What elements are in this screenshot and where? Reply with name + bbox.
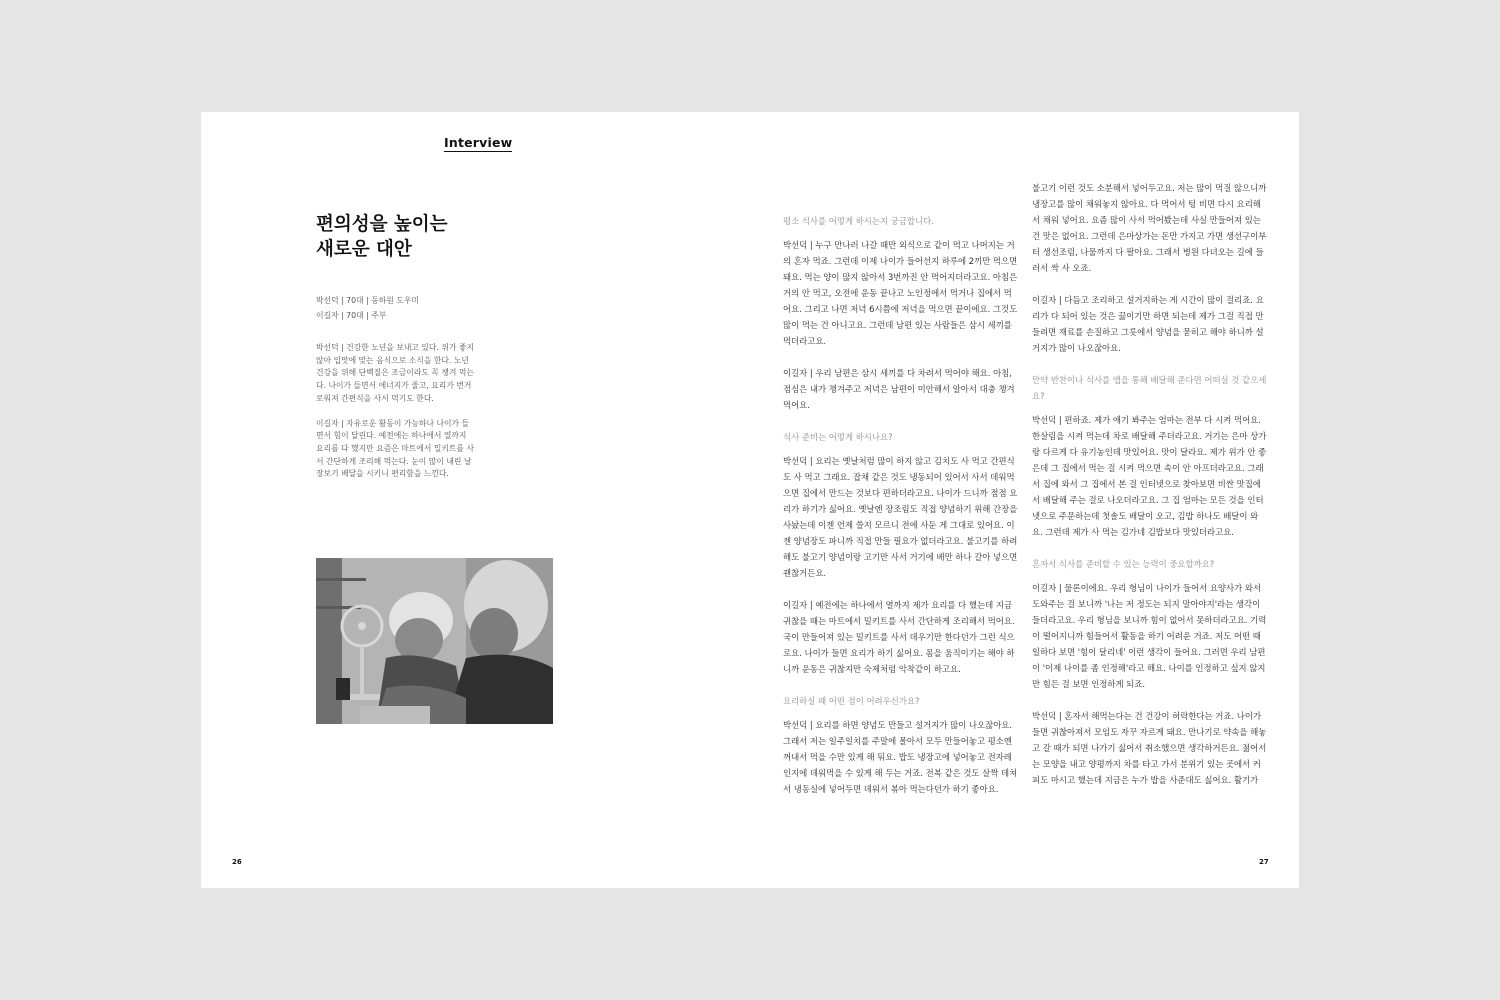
title-line: 편의성을 높이는 — [316, 214, 448, 235]
answer: 박선덕 | 요리는 옛날처럼 많이 하지 않고 김치도 사 먹고 간편식도 사 먹고 그래요. 잡채 같은 것도 냉동되어 있어서 사서 데워먹으면 집에서 만드는 것보다 편하더라고요. 나이가 드니까 점점 요리가 하기가 싫어요. 옛날엔 장조림도 직접 양념하기 위해 간장을 사놨는데 이젠 언제 쓸지 모르니 전에 사둔 게 그대로 있어요. 이젠 양념장도 파니까 직접 만들 필요가 없더라고요. 불고기를 하려 해도 불고기 양념이랑 고기만 사서 거기에 배만 하나 갈아 넣으면 괜찮거든요. — [783, 456, 1018, 578]
title-line: 새로운 대안 — [316, 239, 412, 260]
interviewee: 이길자 | 70대 | 주부 — [316, 311, 387, 320]
answer: 박선덕 | 요리를 하면 양념도 만들고 설거지가 많이 나오잖아요. 그래서 저는 일주일치를 주말에 몰아서 모두 만들어놓고 평소엔 꺼내서 먹을 수만 있게 해 둬요. 밥도 냉장고에 넣어놓고 전자레인지에 데워먹을 수 있게 해 두는 거죠. 전복 같은 것도 살짝 데쳐서 냉동실에 넣어두면 데워서 볶아 먹는다던가 하기 좋아요. — [783, 720, 1018, 794]
answer: 박선덕 | 혼자서 해먹는다는 건 건강이 허락한다는 거죠. 나이가 들면 귀찮아져서 모임도 자꾸 자르게 돼요. 만나기로 약속을 해놓고 갈 때가 되면 나가기 싫어서 취소했으면 생각하거든요. 젊어서는 모양을 내고 양평까지 차를 타고 가서 분위기 있는 곳에서 커피도 마시고 했는데 지금은 누가 밥을 사준대도 싫어요. 활기가 — [1032, 711, 1267, 785]
answer: 불고기 이런 것도 소분해서 넣어두고요. 저는 많이 먹질 않으니까 냉장고를 많이 채워놓지 않아요. 다 먹어서 텅 비면 다시 요리해서 채워 넣어요. 요즘 많이 사서 먹어봤는데 사실 만들어져 있는 건 맛은 없어요. 그런데 은마상가는 돈만 가지고 가면 생선구이부터 생선조림, 나물까지 다 팔아요. 그래서 병원 다녀오는 길에 들러서 싹 사 오죠. — [1032, 183, 1267, 273]
answer: 박선덕 | 편하죠. 제가 애기 봐주는 엄마는 전부 다 시켜 먹어요. 한살림을 시켜 먹는데 차로 배달해 주더라고요. 거기는 은마 상가랑 다르게 다 유기농인데 맛있어요. 맛이 달라요. 제가 위가 안 좋은데 그 집에서 먹는 걸 시켜 먹으면 속이 안 아프더라고요. 그래서 집에 와서 그 집에서 본 걸 인터넷으로 찾아보면 비싼 맛집에서 배달해 주는 걸로 나오더라고요. 그 집 엄마는 모든 것을 인터넷으로 주문하는데 첫솔도 배달이 오고, 김밥 하나도 배달이 와요. 그런데 제가 사 먹는 김가네 김밥보다 맛있더라고요. — [1032, 415, 1267, 537]
question: 평소 식사를 어떻게 하시는지 궁금합니다. — [783, 216, 934, 226]
question: 만약 반찬이나 식사를 앱을 통해 배달해 준다면 어떠실 것 같으세요? — [1032, 375, 1267, 401]
intro-text — [316, 342, 476, 493]
intro-paragraph: 박선덕 | 건강한 노년을 보내고 있다. 위가 좋지 않아 입맛에 맞는 음식으로 소식을 한다. 노년 건강을 위해 단백질은 조금이라도 꼭 챙겨 먹는다. 나이가 들면서 에너지가 줄고, 요리가 번거로워져 간편식을 사서 먹기도 한다. — [316, 343, 475, 403]
interview-column-2 — [1032, 180, 1268, 804]
question: 혼자서 식사를 준비할 수 있는 능력이 중요할까요? — [1032, 559, 1215, 569]
interviewee: 박선덕 | 70대 | 동하원 도우미 — [316, 296, 419, 305]
answer: 박선덕 | 누구 만나러 나갈 때만 외식으로 같이 먹고 나머지는 거의 혼자 먹죠. 그런데 이제 나이가 들어선지 하루에 2끼만 먹으면 돼요. 먹는 양이 많지 않아서 3번까진 안 먹어지더라고요. 아침은 거의 안 먹고, 오전에 운동 끝나고 노인정에서 먹거나 집에서 먹어요. 그리고 나면 저녁 6시쯤에 저녁을 먹으면 끝이에요. 그것도 많이 먹는 건 아니고요. 그런데 남편 있는 사람들은 삼시 세끼를 먹더라고요. — [783, 240, 1018, 346]
interview-photo — [316, 558, 553, 724]
answer: 이길자 | 물론이에요. 우리 형님이 나이가 들어서 요양사가 와서 도와주는 걸 보니까 '나는 저 정도는 되지 말아야지'라는 생각이 들더라고요. 우리 형님을 보니까 힘이 없어서 못하더라고요. 기력이 떨어지니까 힘들어서 활동을 하기 어려운 거죠. 저도 어떤 때 일하다 보면 '힘이 달리네' 이런 생각이 들어요. 그러면 우리 남편이 '이제 나이를 좀 인정해'라고 해요. 나이를 인정하고 싶지 않지만 힘든 걸 보면 인정하게 되죠. — [1032, 583, 1267, 689]
question: 요리하실 때 어떤 점이 어려우신가요? — [783, 696, 920, 706]
magazine-spread — [201, 112, 1299, 888]
answer: 이길자 | 우리 남편은 삼시 세끼를 다 차려서 먹어야 해요. 아침, 점심은 내가 챙겨주고 저녁은 남편이 미안해서 알아서 대충 챙겨 먹어요. — [783, 368, 1015, 410]
article-title — [316, 212, 616, 262]
page-number-right: 27 — [1259, 858, 1269, 866]
interview-column-1 — [783, 213, 1019, 813]
answer: 이길자 | 예전에는 하나에서 열까지 제가 요리를 다 했는데 지금 귀찮을 때는 마트에서 밀키트를 사서 간단하게 조리해서 먹어요. 국이 만들어져 있는 밀키트를 사서 데우기만 한다던가 그런 식으로요. 나이가 들면 요리가 하기 싫어요. 몸을 움직이기는 해야 하니까 운동은 귀찮지만 숙제처럼 악착같이 하고요. — [783, 600, 1015, 674]
section-label: Interview — [444, 135, 513, 150]
answer: 이길자 | 다듬고 조리하고 설거지하는 게 시간이 많이 걸리죠. 요리가 다 되어 있는 것은 끓이기만 하면 되는데 제가 그걸 직접 만들려면 재료를 손질하고 그릇에서 양념을 묻히고 해야 하니까 설거지가 많이 나오잖아요. — [1032, 295, 1264, 353]
intro-paragraph: 이길자 | 자유로운 활동이 가능하나 나이가 들면서 힘이 달린다. 예전에는 하나에서 열까지 요리를 다 했지만 요즘은 마트에서 밀키트를 사서 간단하게 조리해 먹는다. 눈이 많이 내린 날 장보기 배달을 시키니 편리함을 느낀다. — [316, 418, 474, 479]
page-number-left: 26 — [232, 858, 242, 866]
question: 식사 준비는 어떻게 하시나요? — [783, 432, 893, 442]
interviewee-list — [316, 293, 576, 323]
